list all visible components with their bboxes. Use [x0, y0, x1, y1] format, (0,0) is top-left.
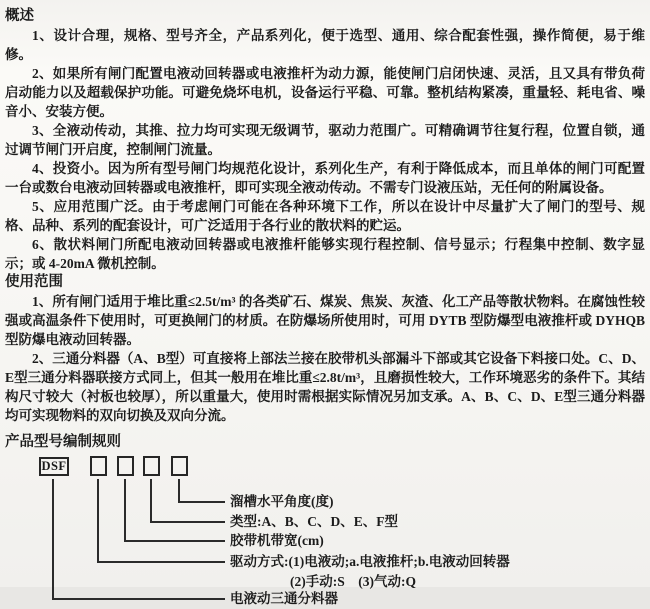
overview-heading: 概述: [5, 8, 34, 24]
connector-prefix-horizontal: [52, 598, 225, 600]
connector-box4-horizontal: [178, 501, 225, 503]
label-product-name: 电液动三通分料器: [230, 591, 338, 606]
overview-para-5: 5、应用范围广泛。由于考虑闸门可能在各种环境下工作，所以在设计中尽量扩大了闸门的型号、规格、品种、系列的配套设计，可广泛适用于各行业的散状料的贮运。: [5, 199, 645, 233]
model-code-heading: 产品型号编制规则: [5, 434, 121, 450]
overview-para-1: 1、设计合理，规格、型号齐全，产品系列化，便于选型、通用、综合配套性强，操作简便，易于维修。: [5, 28, 645, 62]
connector-box1-horizontal: [97, 561, 225, 563]
label-drive-mode-line2: (2)手动:S (3)气动:Q: [290, 574, 416, 589]
connector-box2-vertical: [124, 479, 126, 542]
model-blank-box-1: [90, 456, 107, 476]
connector-box3-horizontal: [150, 521, 225, 523]
connector-box2-horizontal: [124, 540, 225, 542]
model-blank-box-4: [171, 456, 188, 476]
label-belt-width: 胶带机带宽(cm): [230, 533, 324, 548]
model-blank-box-2: [117, 456, 134, 476]
overview-para-6: 6、散状料闸门所配电液动回转器或电液推杆能够实现行程控制、信号显示；行程集中控制、数字显示；或 4-20mA 微机控制。: [5, 237, 645, 271]
usage-heading: 使用范围: [5, 274, 63, 290]
connector-box1-vertical: [97, 479, 99, 563]
label-drive-mode-line1: 驱动方式:(1)电液动;a.电液推杆;b.电液动回转器: [230, 554, 510, 569]
connector-box3-vertical: [150, 479, 152, 523]
label-chute-angle: 溜槽水平角度(度): [230, 494, 334, 509]
overview-para-2: 2、如果所有闸门配置电液动回转器或电液推杆为动力源，能使闸门启闭快速、灵活，且又具有带负荷启动能力以及超载保护功能。可避免烧坏电机，设备运行平稳、可靠。整机结构紧凑，重量轻、耗电省、噪音小、安装方便。: [5, 66, 645, 119]
model-blank-box-3: [143, 456, 160, 476]
overview-para-4: 4、投资小。因为所有型号闸门均规范化设计，系列化生产，有利于降低成本，而且单体的闸门可配置一台或数台电液动回转器或电液推杆，即可实现全液动传动。不需专门设液压站，无任何的附属设备。: [5, 161, 645, 195]
usage-para-1: 1、所有闸门适用于堆比重≤2.5t/m³ 的各类矿石、煤炭、焦炭、灰渣、化工产品等散状物料。在腐蚀性较强或高温条件下使用时，可更换闸门的材质。在防爆场所使用时，可用 DYTB 型防爆型电液推杆或 DYHQB 型防爆电液动回转器。: [5, 294, 645, 347]
usage-para-2: 2、三通分料器（A、B型）可直接将上部法兰接在胶带机头部漏斗下部或其它设备下料接口处。C、D、E型三通分料器联接方式同上，但其一般用在堆比重≤2.8t/m³，且磨损性较大，工作环境恶劣的条件下。其结构尺寸较大（衬板也较厚），所以重量大，使用时需根据实际情况另加支承。A、B、C、D、E型三通分料器均可实现物料的双向切换及双向分流。: [5, 351, 645, 423]
model-code-diagram: [5, 455, 645, 609]
overview-para-3: 3、全液动传动，其推、拉力均可实现无级调节，驱动力范围广。可精确调节往复行程，位置自锁，通过调节闸门开启度，控制闸门流量。: [5, 123, 645, 157]
connector-prefix-vertical: [52, 479, 54, 600]
model-prefix-box: DSF: [39, 457, 69, 476]
label-type: 类型:A、B、C、D、E、F型: [230, 514, 398, 529]
connector-box4-vertical: [178, 479, 180, 503]
